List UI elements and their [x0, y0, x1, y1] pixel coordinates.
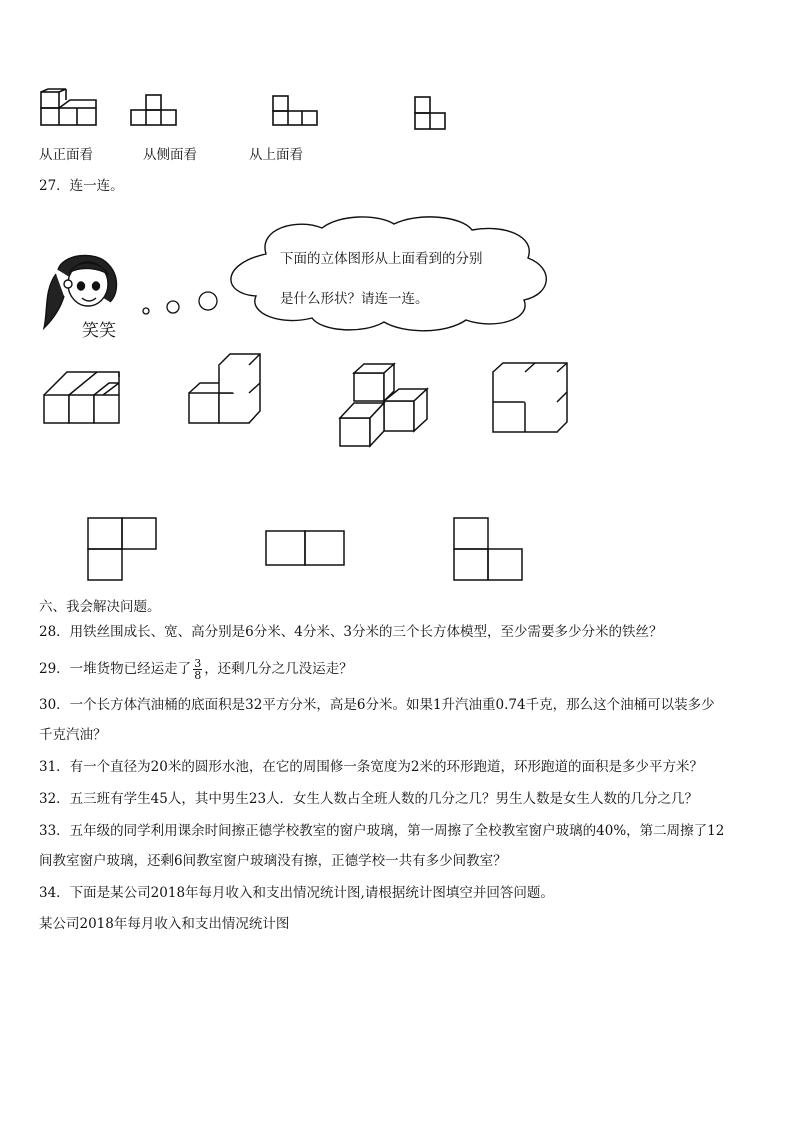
flat-shape-2 — [265, 530, 347, 568]
solid-figure-top-left — [40, 88, 100, 128]
solid-figure-4 — [492, 362, 570, 434]
view-label-front: 从正面看 — [39, 147, 93, 163]
solid-figure-2 — [188, 353, 263, 425]
flat-shape-1 — [87, 517, 159, 583]
view-label-top: 从上面看 — [249, 147, 303, 163]
question-27-title: 27．连一连。 — [39, 178, 124, 194]
question-31: 31．有一个直径为20米的圆形水池，在它的周围修一条宽度为2米的环形跑道，环形跑道的面积是多少平方米？ — [39, 759, 703, 775]
cloud-text-line-1: 下面的立体图形从上面看到的分别 — [280, 251, 483, 267]
question-29-text-before: 29．一堆货物已经运走了 — [39, 661, 192, 677]
view-label-side: 从侧面看 — [143, 147, 197, 163]
question-30-line-2: 千克汽油？ — [39, 727, 107, 743]
question-34: 34．下面是某公司2018年每月收入和支出情况统计图,请根据统计图填空并回答问题。 — [39, 885, 554, 901]
flat-shape-3 — [453, 517, 525, 583]
thought-bubbles — [140, 290, 220, 320]
solid-figure-1 — [43, 371, 123, 429]
cloud-text-line-2: 是什么形状？请连一连。 — [280, 291, 429, 307]
question-32: 32．五三班有学生45人，其中男生23人．女生人数占全班人数的几分之几？男生人数是女生人数的几分之几？ — [39, 791, 699, 807]
question-29 — [39, 658, 353, 681]
solid-figure-3 — [339, 363, 429, 448]
question-30-line-1: 30．一个长方体汽油桶的底面积是32平方分米，高是6分米。如果1升汽油重0.74千克，那么这个油桶可以装多少 — [39, 697, 715, 713]
question-28: 28．用铁丝围成长、宽、高分别是6分米、4分米、3分米的三个长方体模型，至少需要多少分米的铁丝？ — [39, 624, 663, 640]
top-view-shape-2 — [414, 96, 454, 132]
question-33-line-2: 间教室窗户玻璃，还剩6间教室窗户玻璃没有擦，正德学校一共有多少间教室？ — [39, 853, 507, 869]
thought-cloud — [218, 214, 558, 334]
character-name: 笑笑 — [82, 321, 116, 341]
top-view-shape-1 — [272, 94, 322, 129]
question-29-text-after: ，还剩几分之几没运走？ — [204, 661, 353, 677]
section-6-title: 六、我会解决问题。 — [39, 599, 161, 615]
fraction-3-8: $\frac{3}{8}$ — [194, 657, 202, 682]
chart-caption: 某公司2018年每月收入和支出情况统计图 — [39, 916, 290, 932]
question-33-line-1: 33．五年级的同学利用课余时间擦正德学校教室的窗户玻璃，第一周擦了全校教室窗户玻璃的40%，第二周擦了12 — [39, 823, 725, 839]
side-view-shape — [130, 93, 180, 128]
